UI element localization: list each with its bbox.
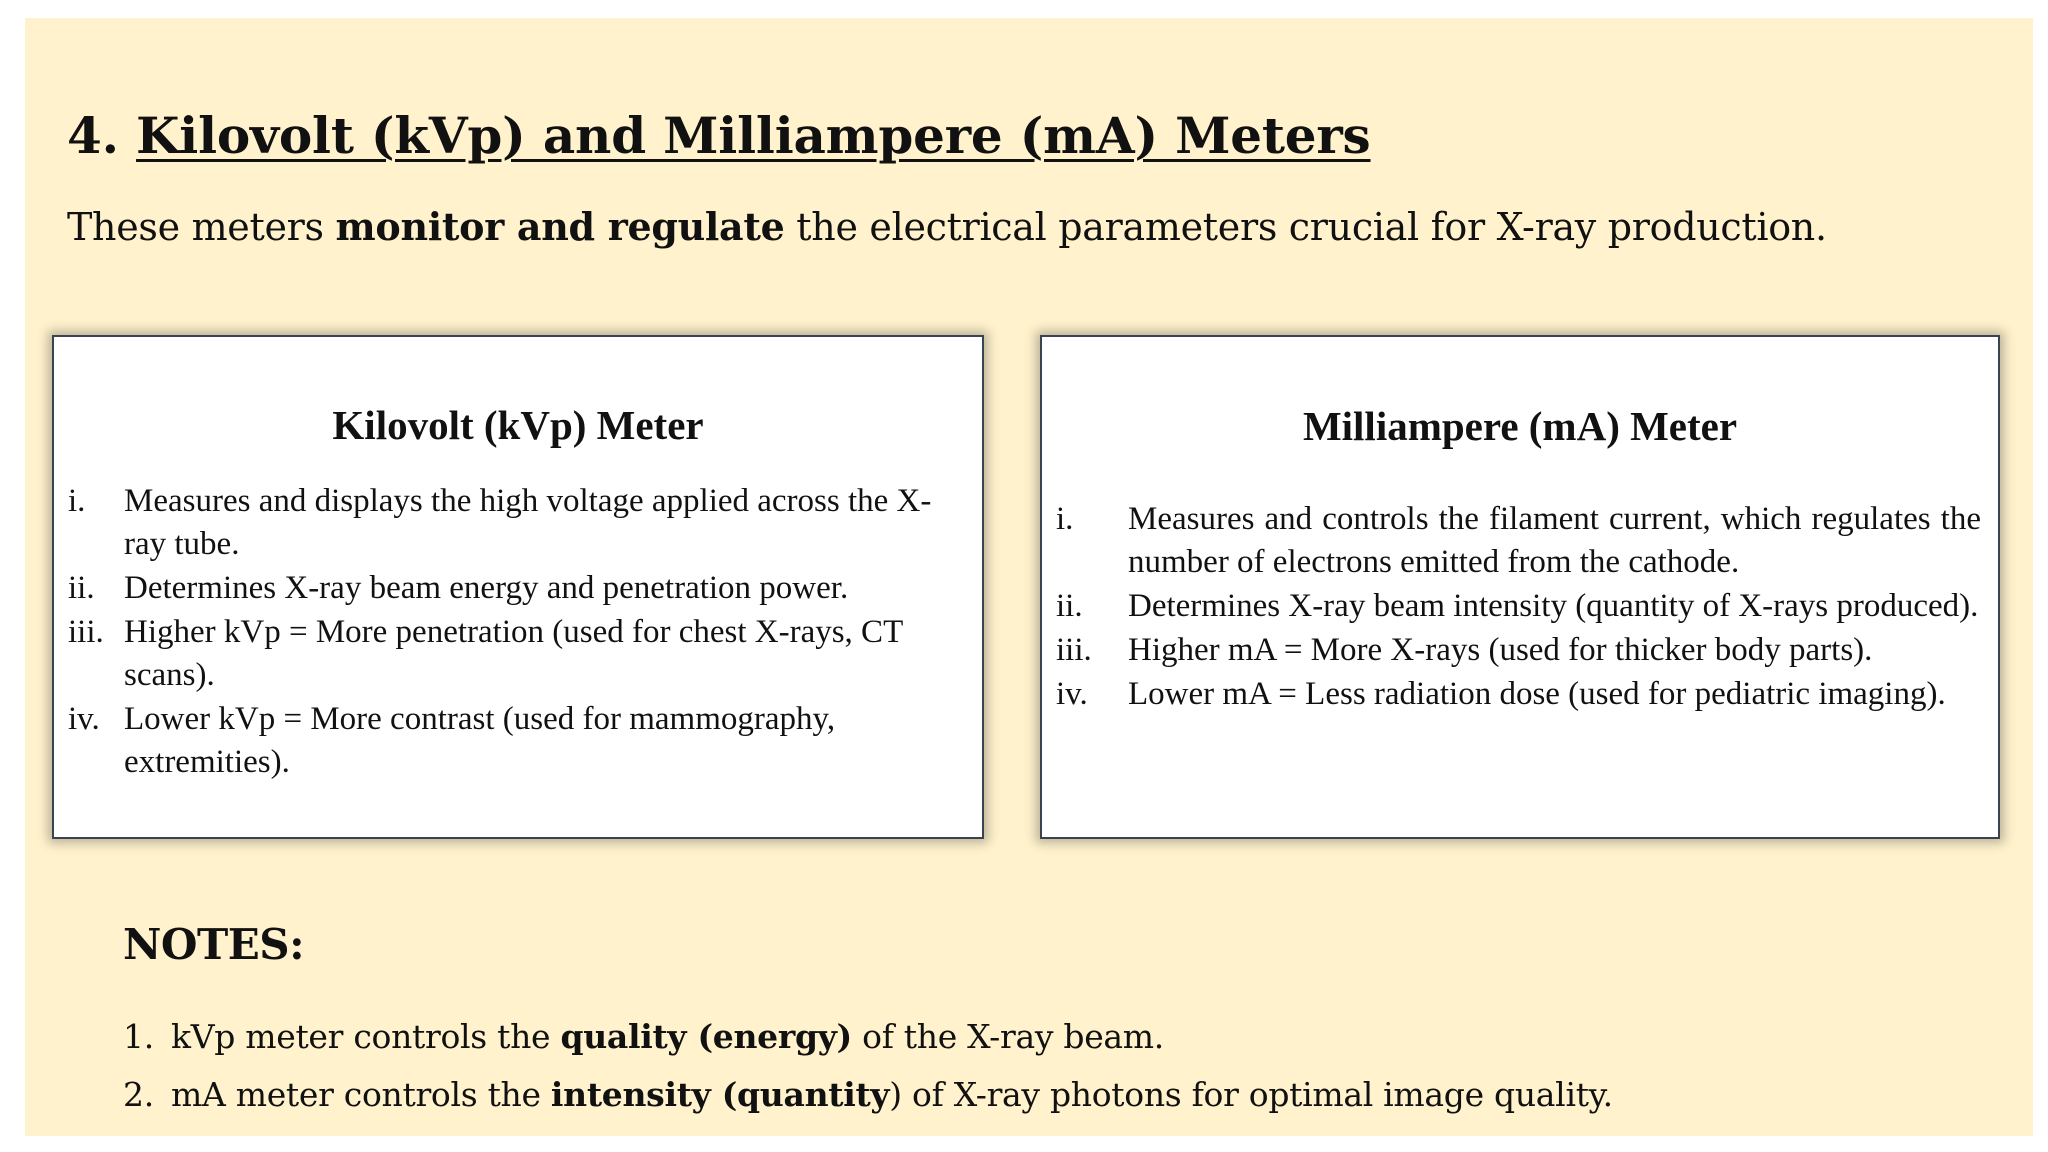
ma-list bbox=[1056, 498, 1981, 717]
list-marker: i. bbox=[1056, 501, 1074, 537]
list-marker: ii. bbox=[68, 570, 95, 606]
note-text-start: kVp meter controls the bbox=[171, 1017, 561, 1056]
list-marker: iii. bbox=[1056, 632, 1092, 668]
note-item bbox=[123, 1008, 1613, 1066]
slide bbox=[25, 18, 2033, 1136]
intro-paragraph bbox=[67, 204, 1827, 249]
list-item-text: Higher mA = More X-rays (used for thicker body parts). bbox=[1128, 632, 1873, 668]
list-item-text: Determines X-ray beam intensity (quantity of X-rays produced). bbox=[1128, 588, 1979, 624]
note-text-end: of the X-ray beam. bbox=[851, 1017, 1164, 1056]
list-marker: ii. bbox=[1056, 588, 1083, 624]
list-item-text: Higher kVp = More penetration (used for chest X-rays, CT scans). bbox=[124, 614, 903, 693]
kvp-list bbox=[68, 480, 968, 785]
list-item bbox=[1056, 673, 1981, 716]
note-text-end: ) of X-ray photons for optimal image quality. bbox=[889, 1075, 1613, 1114]
note-text-start: mA meter controls the bbox=[171, 1075, 551, 1114]
list-item bbox=[1056, 585, 1981, 628]
list-item bbox=[68, 698, 968, 784]
kvp-card-title: Kilovolt (kVp) Meter bbox=[332, 402, 704, 448]
list-item-text: Lower mA = Less radiation dose (used for pediatric imaging). bbox=[1128, 676, 1946, 712]
ma-meter-card bbox=[1040, 335, 2000, 839]
list-item-text: Measures and controls the filament current, which regulates the number of electrons emitted from the cathode. bbox=[1128, 501, 1981, 580]
page-title bbox=[67, 106, 1371, 165]
list-item-text: Measures and displays the high voltage applied across the X-ray tube. bbox=[124, 483, 932, 562]
list-marker: iv. bbox=[1056, 676, 1088, 712]
list-marker: i. bbox=[68, 483, 86, 519]
list-item bbox=[1056, 629, 1981, 672]
list-item-text: Lower kVp = More contrast (used for mammography, extremities). bbox=[124, 701, 836, 780]
list-item-text: Determines X-ray beam energy and penetration power. bbox=[124, 570, 849, 606]
kvp-meter-card bbox=[52, 335, 984, 839]
list-marker: iv. bbox=[68, 701, 100, 737]
ma-card-title: Milliampere (mA) Meter bbox=[1302, 403, 1738, 449]
intro-text-end: the electrical parameters crucial for X-ray production. bbox=[784, 205, 1827, 249]
heading-title: Kilovolt (kVp) and Milliampere (mA) Meters bbox=[136, 106, 1371, 165]
note-text-bold: quality (energy) bbox=[560, 1017, 852, 1056]
notes-list bbox=[123, 1008, 1613, 1124]
note-number: 1. bbox=[123, 1017, 154, 1056]
list-item bbox=[68, 611, 968, 697]
notes-heading: NOTES: bbox=[123, 920, 305, 969]
list-marker: iii. bbox=[68, 614, 104, 650]
list-item bbox=[68, 567, 968, 610]
heading-number: 4. bbox=[67, 106, 119, 165]
note-item bbox=[123, 1066, 1613, 1124]
note-number: 2. bbox=[123, 1075, 154, 1114]
note-text-bold: intensity (quantity bbox=[550, 1075, 890, 1114]
list-item bbox=[68, 480, 968, 566]
list-item bbox=[1056, 498, 1981, 584]
intro-text-bold: monitor and regulate bbox=[335, 204, 785, 249]
intro-text-start: These meters bbox=[67, 205, 336, 249]
